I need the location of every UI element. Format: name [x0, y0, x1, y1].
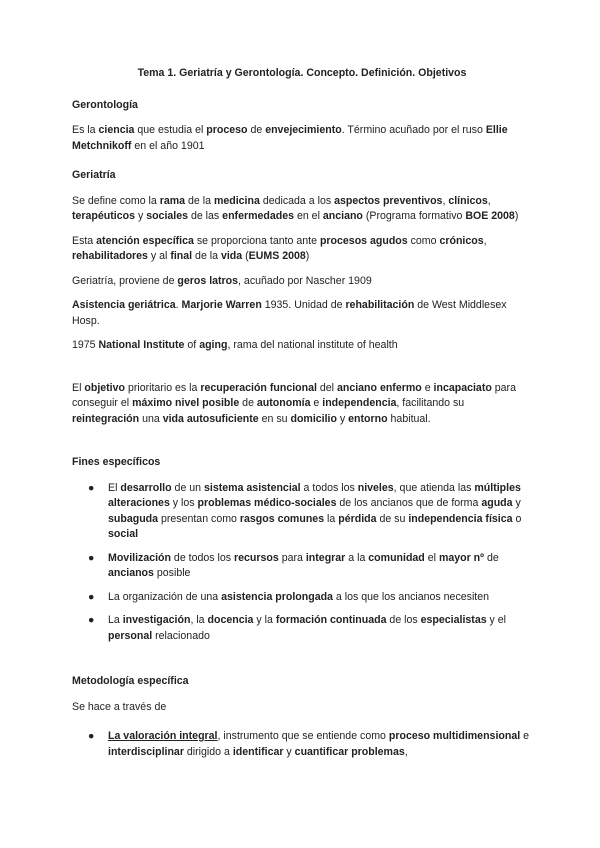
paragraph-national-institute: 1975 National Institute of aging, rama del national institute of health — [72, 339, 398, 351]
bullet-icon: ● — [88, 481, 95, 494]
heading-geriatria: Geriatría — [72, 169, 116, 181]
paragraph-geriatria-attention: Esta atención específica se proporciona tanto ante procesos agudos como crónicos, rehabilitadores y al final de la vida (EUMS 2008) — [72, 234, 487, 262]
paragraph-metodologia-intro: Se hace a través de — [72, 700, 167, 713]
bullet-icon: ● — [88, 730, 95, 742]
heading-metodologia: Metodología específica — [72, 675, 189, 687]
list-fines-especificos — [72, 481, 532, 645]
list-item: ● Movilización de todos los recursos para integrar a la comunidad el mayor nº de ancianos posible — [88, 551, 499, 579]
bullet-icon: ● — [88, 614, 95, 626]
list-item: ● La organización de una asistencia prolongada a los que los ancianos necesiten — [72, 590, 532, 606]
document-page — [72, 66, 532, 768]
document-title: Tema 1. Geriatría y Gerontología. Concepto. Definición. Objetivos — [137, 67, 467, 79]
paragraph-objetivo: El objetivo prioritario es la recuperación funcional del anciano enfermo e incapaciato para conseguir el máximo nivel posible de autonomía e independencia, facilitando su reintegración una vida autosuficiente en su domicilio y entorno habitual. — [72, 381, 516, 425]
paragraph-asistencia-geriatrica: Asistencia geriátrica. Marjorie Warren 1935. Unidad de rehabilitación de West Middlesex Hosp. — [72, 299, 507, 327]
list-item: ● La valoración integral, instrumento que se entiende como proceso multidimensional e interdisciplinar dirigido a identificar y cuantificar problemas, — [88, 730, 530, 758]
list-metodologia — [72, 729, 532, 760]
heading-gerontologia: Gerontología — [72, 98, 138, 111]
list-item: ● La investigación, la docencia y la formación continuada de los especialistas y el personal relacionado — [88, 614, 507, 642]
paragraph-geriatria-definition: Se define como la rama de la medicina dedicada a los aspectos preventivos, clínicos, terapéuticos y sociales de las enfermedades en el anciano (Programa formativo BOE 2008) — [72, 194, 519, 222]
list-item: ● El desarrollo de un sistema asistencial a todos los niveles, que atienda las múltiples alteraciones y los problemas médico-sociales de los ancianos que de forma aguda y subaguda presentan como rasgos comunes la pérdida de su independencia física o social — [88, 481, 522, 540]
bullet-icon: ● — [88, 590, 95, 603]
heading-fines-especificos: Fines específicos — [72, 456, 161, 468]
paragraph-geriatria-origin: Geriatría, proviene de geros latros, acuñado por Nascher 1909 — [72, 274, 372, 287]
paragraph-gerontologia: Es la ciencia que estudia el proceso de envejecimiento. Término acuñado por el ruso Ellie Metchnikoff en el año 1901 — [72, 124, 508, 152]
bullet-icon: ● — [88, 551, 95, 564]
